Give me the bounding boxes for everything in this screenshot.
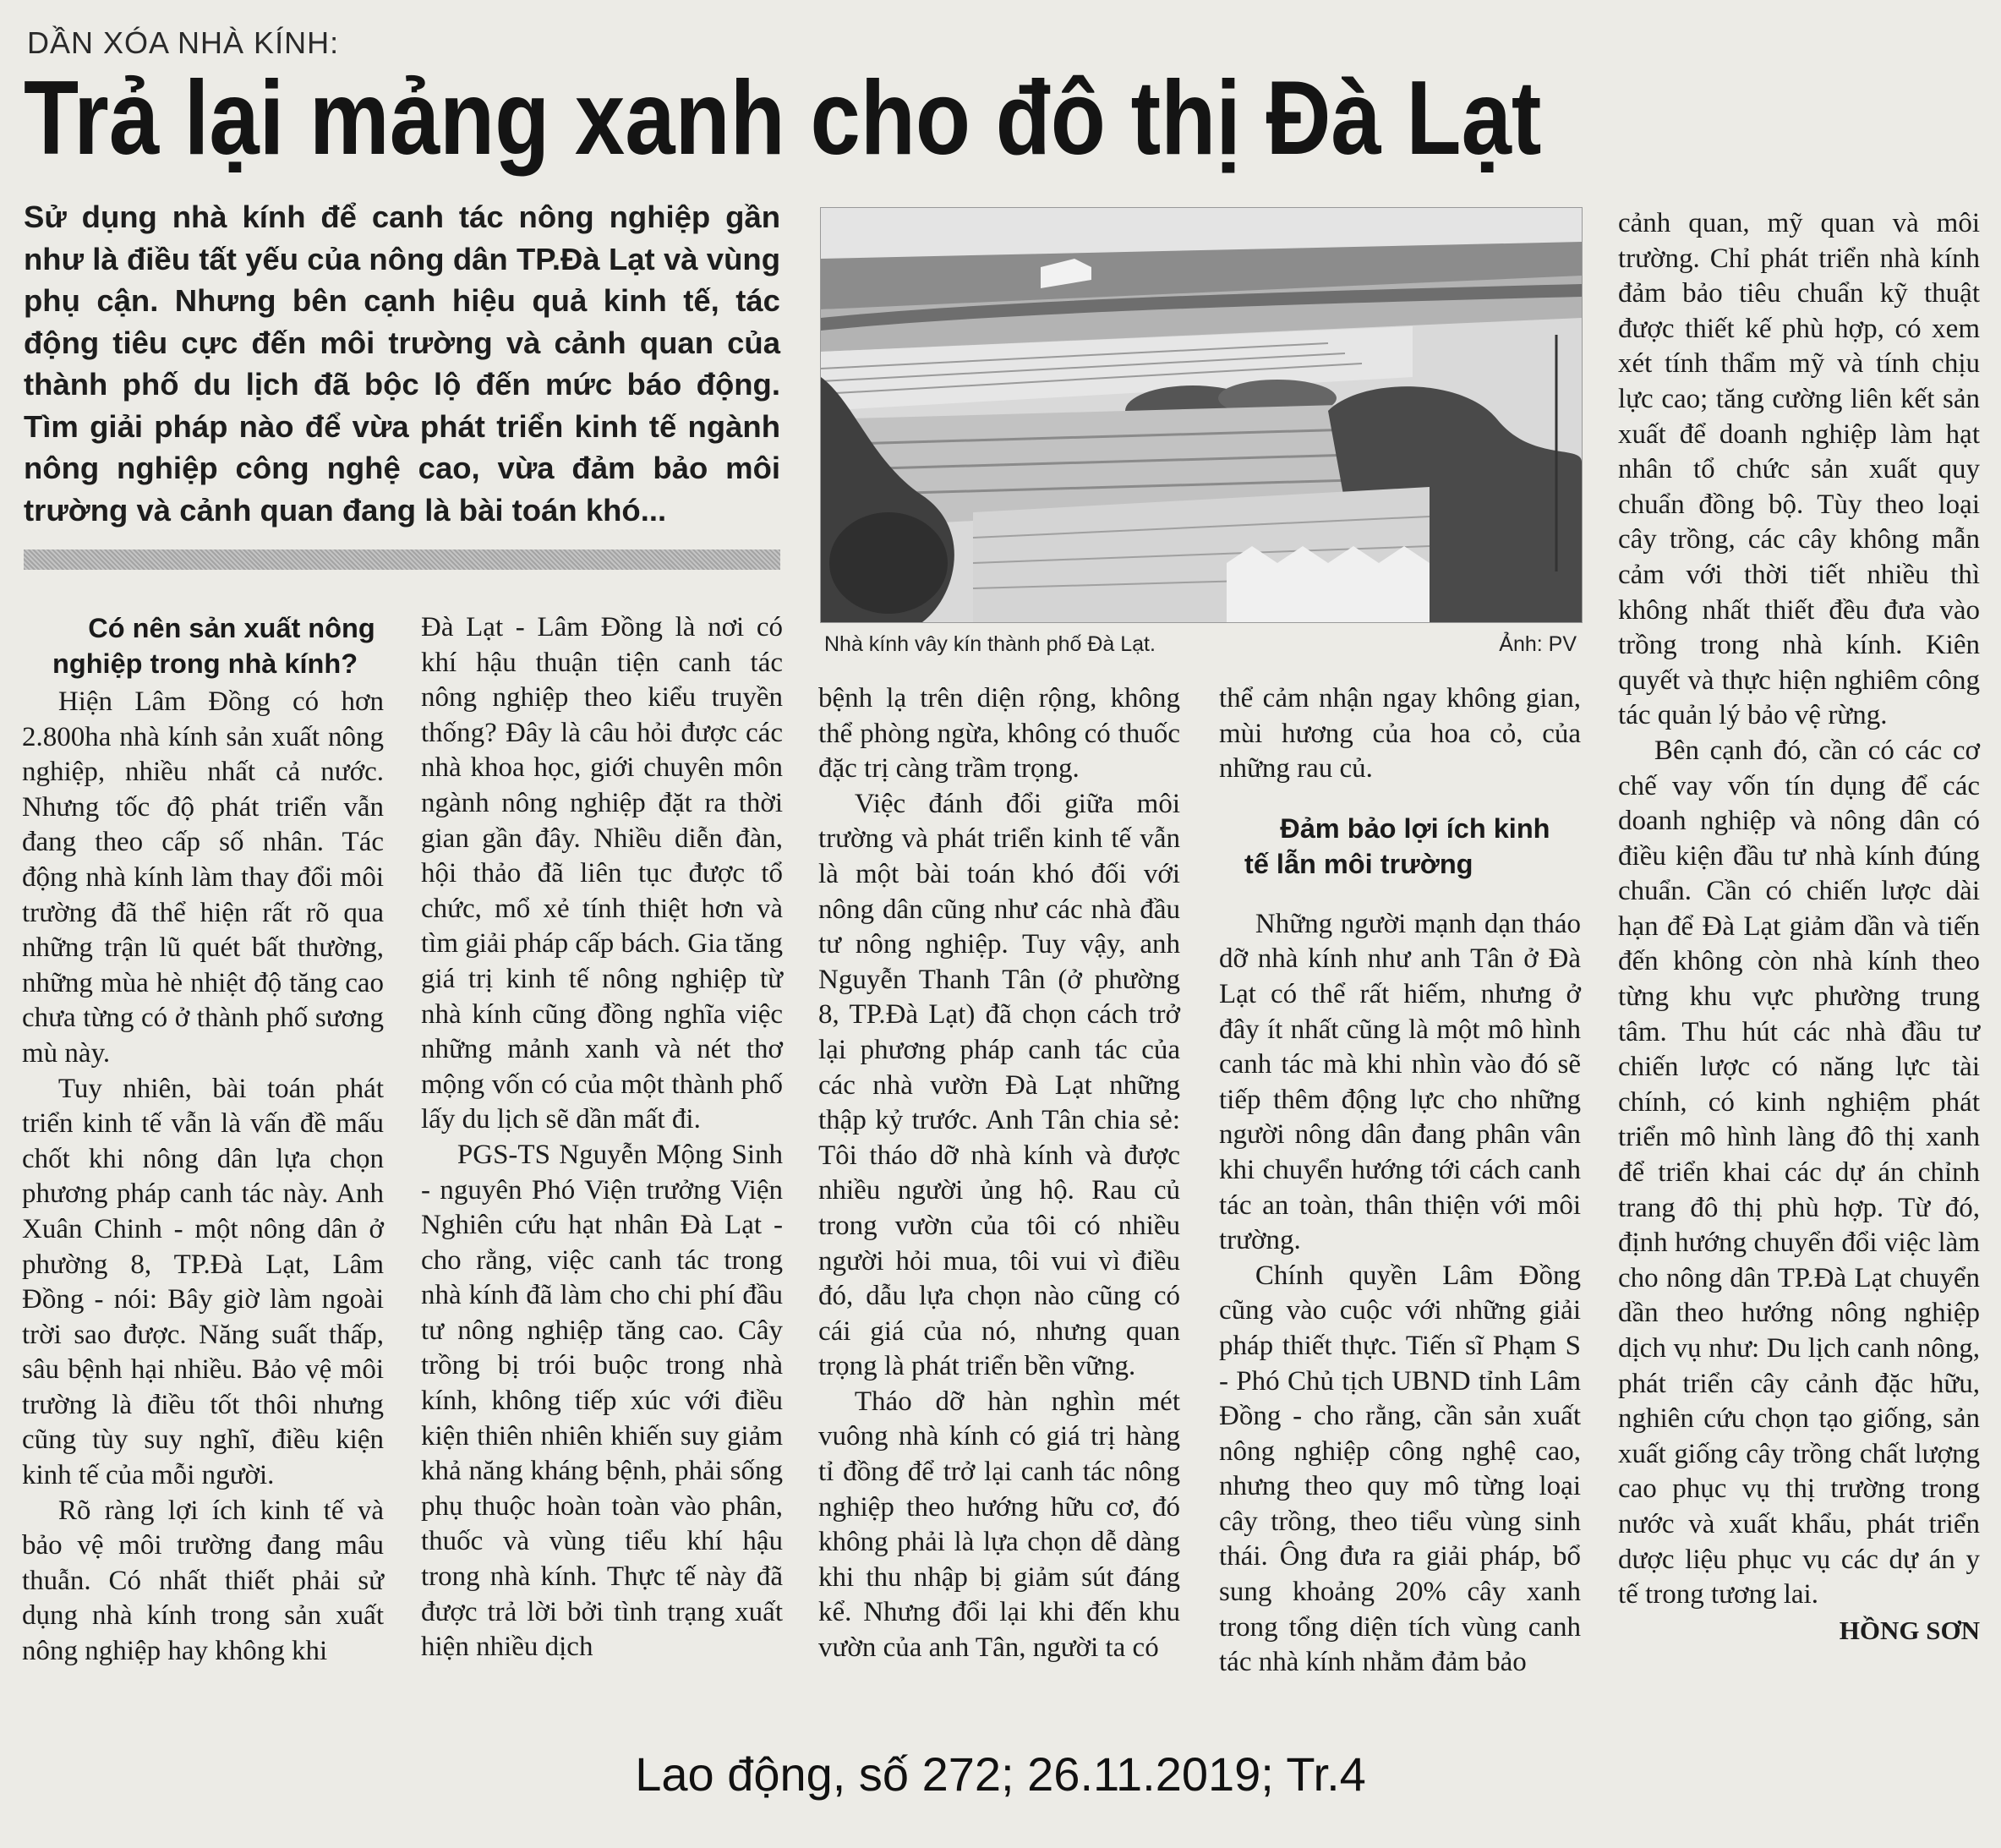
paragraph: Những người mạnh dạn tháo dỡ nhà kính như anh Tân ở Đà Lạt có thể rất hiếm, nhưng ở đây ít nhất cũng là một mô hình canh tác mà khi nhìn vào đó sẽ tiếp thêm động lực cho những người nông dân đang phân vân khi chuyển hướng tới cách canh tác an toàn, thân thiện với môi trường.	[1219, 908, 1581, 1256]
paragraph: Bên cạnh đó, cần có các cơ chế vay vốn tín dụng để các doanh nghiệp và nông dân có điều kiện đầu tư nhà kính đúng chuẩn. Cần có chiến lược dài hạn để Đà Lạt giảm dần và tiến đến không còn nhà kính theo từng khu vực phường trung tâm. Thu hút các nhà đầu tư chiến lược có năng lực tài chính, có kinh nghiệm phát triển mô hình làng đô thị xanh để triển khai các dự án chỉnh trang đô thị phù hợp. Từ đó, định hướng chuyển đổi việc làm cho nông dân TP.Đà Lạt chuyển dần theo hướng nông nghiệp dịch vụ như: Du lịch canh nông, phát triển cây cảnh đặc hữu, nghiên cứu chọn tạo giống, sản xuất giống cây trồng chất lượng cao phục vụ thị trường trong nước và xuất khẩu, phát triển dược liệu phục vụ các dự án y tế trong tương lai.	[1618, 735, 1980, 1610]
article-headline: Trả lại mảng xanh cho đô thị Đà Lạt	[24, 60, 1542, 177]
paragraph: Tháo dỡ hàn nghìn mét vuông nhà kính có giá trị hàng tỉ đồng để trở lại canh tác nông nghiệp theo hướng hữu cơ, đó không phải là lựa chọn dễ dàng khi thu nhập bị giảm sút đáng kể. Nhưng đổi lại khi đến khu vườn của anh Tân, người ta có	[818, 1386, 1180, 1664]
article-column-1	[22, 610, 384, 1670]
lead-divider-bar	[24, 549, 780, 570]
article-author: HỒNG SƠN	[1839, 1615, 1980, 1645]
article-lead: Sử dụng nhà kính để canh tác nông nghiệp gần như là điều tất yếu của nông dân TP.Đà Lạt và vùng phụ cận. Nhưng bên cạnh hiệu quả kinh tế, tác động tiêu cực đến môi trường và cảnh quan của thành phố du lịch đã bộc lộ đến mức báo động. Tìm giải pháp nào để vừa phát triển kinh tế ngành nông nghiệp công nghệ cao, vừa đảm bảo môi trường và cảnh quan đang là bài toán khó...	[24, 200, 780, 528]
photo-credit: Ảnh: PV	[1499, 632, 1577, 656]
paragraph: Đà Lạt - Lâm Đồng là nơi có khí hậu thuận tiện canh tác nông nghiệp theo kiểu truyền thống? Đây là câu hỏi được các nhà khoa học, giới chuyên môn ngành nông nghiệp đặt ra thời gian gần đây. Nhiều diễn đàn, hội thảo đã liên tục được tổ chức, mổ xẻ tính thiệt hơn và tìm giải pháp cấp bách. Gia tăng giá trị kinh tế nông nghiệp từ nhà kính cũng đồng nghĩa việc những mảnh xanh và nét thơ mộng vốn có của một thành phố lấy du lịch sẽ dần mất đi.	[421, 612, 783, 1135]
article-column-2	[421, 610, 783, 1665]
subheading-greenhouse-question: Có nên sản xuất nông nghiệp trong nhà kính?	[52, 613, 375, 679]
article-column-4	[1219, 681, 1581, 1681]
paragraph: Tuy nhiên, bài toán phát triển kinh tế vẫn là vấn đề mấu chốt khi nông dân lựa chọn phương pháp canh tác này. Anh Xuân Chinh - một nông dân ở phường 8, TP.Đà Lạt, Lâm Đồng - nói: Bây giờ làm ngoài trời sao được. Năng suất thấp, sâu bệnh hại nhiều. Bảo vệ môi trường là điều tốt thôi nhưng cũng tùy suy nghĩ, điều kiện kinh tế của mỗi người.	[22, 1073, 384, 1491]
subheading-economic-environmental: Đảm bảo lợi ích kinh tế lẫn môi trường	[1244, 812, 1550, 879]
article-column-5	[1618, 206, 1980, 1648]
paragraph: Chính quyền Lâm Đồng cũng vào cuộc với những giải pháp thiết thực. Tiến sĩ Phạm S - Phó Chủ tịch UBND tỉnh Lâm Đồng - cho rằng, cần sản xuất nông nghiệp công nghệ cao, nhưng theo quy mô từng loại cây trồng, theo tiểu vùng sinh thái. Ông đưa ra giải pháp, bổ sung khoảng 20% cây xanh trong tổng diện tích vùng canh tác nhà kính nhằm đảm bảo	[1219, 1260, 1581, 1678]
source-citation: Lao động, số 272; 26.11.2019; Tr.4	[635, 1747, 1366, 1801]
paragraph: Việc đánh đổi giữa môi trường và phát triển kinh tế vẫn là một bài toán khó đối với nông dân cũng như các nhà đầu tư nông nghiệp. Tuy vậy, anh Nguyễn Thanh Tân (ở phường 8, TP.Đà Lạt) đã chọn cách trở lại phương pháp canh tác của các nhà vườn Đà Lạt những thập kỷ trước. Anh Tân chia sẻ: Tôi tháo dỡ nhà kính và được nhiều người ủng hộ. Rau củ trong vườn của tôi có nhiều người hỏi mua, tôi vui vì điều đó, dẫu lựa chọn nào cũng có cái giá của nó, nhưng quan trọng là phát triển bền vững.	[818, 788, 1180, 1382]
article-kicker: DẦN XÓA NHÀ KÍNH:	[27, 25, 340, 60]
paragraph: Rõ ràng lợi ích kinh tế và bảo vệ môi trường đang mâu thuẫn. Có nhất thiết phải sử dụng nhà kính trong sản xuất nông nghiệp hay không khi	[22, 1495, 384, 1667]
paragraph: bệnh lạ trên diện rộng, không thể phòng ngừa, không có thuốc đặc trị càng trầm trọng.	[818, 683, 1180, 785]
paragraph: Hiện Lâm Đồng có hơn 2.800ha nhà kính sản xuất nông nghiệp, nhiều nhất cả nước. Nhưng tốc độ phát triển vẫn đang theo cấp số nhân. Tác động nhà kính làm thay đổi môi trường đã thể hiện rất rõ qua những trận lũ quét bất thường, những mùa hè nhiệt độ tăng cao chưa từng có ở thành phố sương mù này.	[22, 686, 384, 1069]
paragraph: cảnh quan, mỹ quan và môi trường. Chỉ phát triển nhà kính đảm bảo tiêu chuẩn kỹ thuật được thiết kế phù hợp, có xem xét tính thẩm mỹ và tính chịu lực cao; tăng cường liên kết sản xuất để doanh nghiệp làm hạt nhân tổ chức sản xuất quy chuẩn đồng bộ. Tùy theo loại cây trồng, các cây không mẫn cảm với thời tiết nhiều thì không nhất thiết đều đưa vào trồng trong nhà kính. Kiên quyết và thực hiện nghiêm công tác quản lý bảo vệ rừng.	[1618, 208, 1980, 731]
greenhouse-photo	[820, 207, 1583, 623]
photo-caption: Nhà kính vây kín thành phố Đà Lạt.	[824, 632, 1156, 656]
photo-caption-row	[824, 632, 1577, 670]
paragraph: thể cảm nhận ngay không gian, mùi hương của hoa cỏ, của những rau củ.	[1219, 683, 1581, 785]
article-column-3	[818, 681, 1180, 1666]
paragraph: PGS-TS Nguyễn Mộng Sinh - nguyên Phó Viện trưởng Viện Nghiên cứu hạt nhân Đà Lạt - cho rằng, việc canh tác trong nhà kính đã làm cho chi phí đầu tư nông nghiệp tăng cao. Cây trồng bị trói buộc trong nhà kính, không tiếp xúc với điều kiện thiên nhiên khiến suy giảm khả năng kháng bệnh, phải sống phụ thuộc hoàn toàn vào phân, thuốc và vùng tiểu khí hậu trong nhà kính. Thực tế này đã được trả lời bởi tình trạng xuất hiện nhiều dịch	[421, 1139, 783, 1663]
